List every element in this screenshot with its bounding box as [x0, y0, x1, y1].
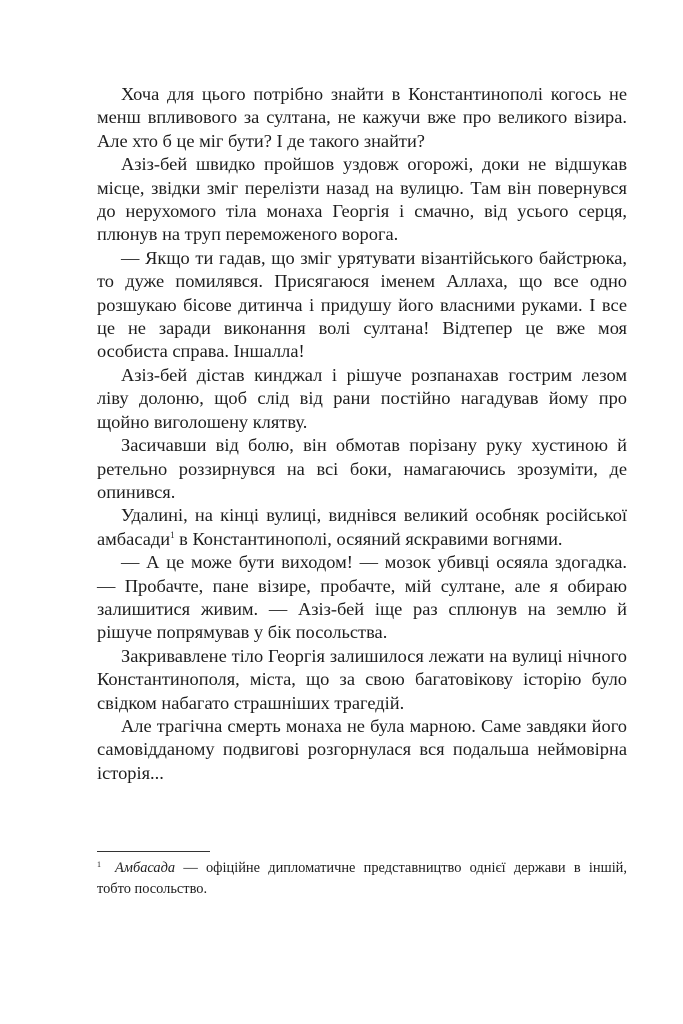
main-text — [97, 83, 627, 785]
paragraph: Але трагічна смерть монаха не була марною. Саме завдяки його самовідданому подвигові розгорнулася вся подальша неймовірна історія... — [97, 715, 627, 783]
paragraph-text: Удалині, на кінці вулиці, виднівся великий особняк російської амбасади — [97, 505, 627, 549]
paragraph: — Якщо ти гадав, що зміг урятувати візантійського байстрюка, то дуже помилявся. Присягаюся іменем Аллаха, що все одно розшукаю бісове дитинча і придушу його власними руками. І все це не заради виконання волі султана! Відтепер це вже моя особиста справа. Іншалла! — [97, 247, 627, 362]
paragraph: — А це може бути виходом! — мозок убивці осяяла здогадка. — Пробачте, пане візире, пробачте, мій султане, але я обираю залишитися живим. — Азіз-бей іще раз сплюнув на землю й рішуче попрямував у бік посольства. — [97, 552, 627, 643]
paragraph: Закривавлене тіло Георгія залишилося лежати на вулиці нічного Константинополя, міста, що за свою багатовікову історію було свідком набагато страшніших трагедій. — [97, 645, 627, 713]
paragraph: Хоча для цього потрібно знайти в Константинополі когось не менш впливового за султана, не кажучи вже про великого візира. Але хто б це міг бути? І де такого знайти? — [97, 84, 627, 151]
paragraph: Азіз-бей швидко пройшов уздовж огорожі, доки не відшукав місце, звідки зміг перелізти назад на вулицю. Там він повернувся до нерухомого тіла монаха Георгія і смачно, від усього серця, плюнув на труп переможеного ворога. — [97, 154, 627, 245]
paragraph: Засичавши від болю, він обмотав порізану руку хустиною й ретельно роззирнувся на всі боки, намагаючись зрозуміти, де опинився. — [97, 435, 627, 502]
footnote-marker: 1 — [97, 860, 101, 869]
footnote-definition: — офіційне дипломатичне представництво однієї держави в іншій, тобто посольство. — [97, 860, 627, 897]
footnote-term: Амбасада — [115, 860, 176, 876]
paragraph-text: в Константинополі, осяяний яскравими вогнями. — [174, 528, 563, 549]
footnote-reference[interactable]: 1 — [170, 529, 175, 540]
paragraph-with-footnote-ref — [97, 504, 627, 551]
footnote — [97, 858, 627, 900]
paragraph: Азіз-бей дістав кинджал і рішуче розпанахав гострим лезом ліву долоню, щоб слід від рани постійно нагадував йому про щойно виголошену клятву. — [97, 364, 627, 432]
footnote-divider — [97, 851, 210, 852]
